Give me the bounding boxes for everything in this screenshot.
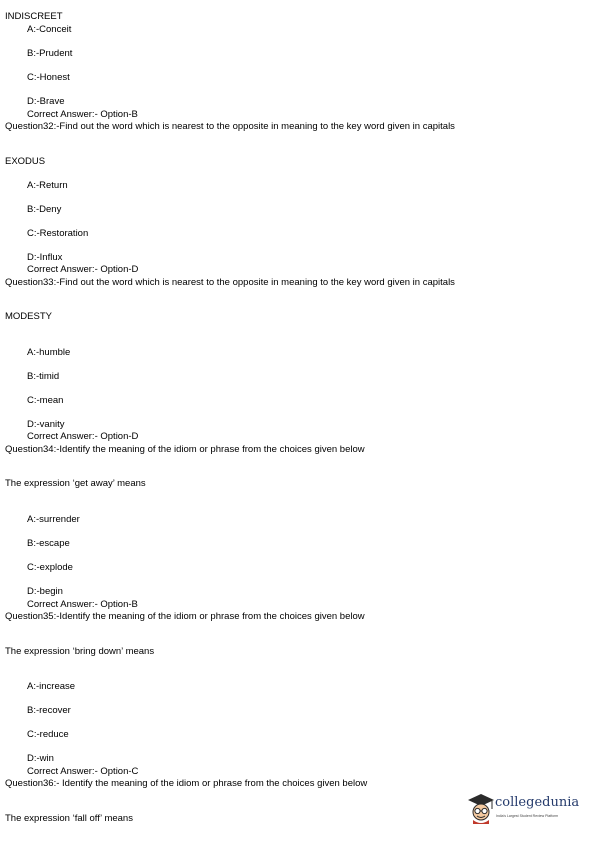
answer-q34: Correct Answer:- Option-B [27, 599, 138, 610]
keyword-q31: INDISCREET [5, 11, 63, 22]
option-b-q33: B:-timid [27, 371, 60, 382]
option-b-q32: B:-Deny [27, 204, 62, 215]
option-d-q32: D:-Influx [27, 252, 63, 263]
option-d-q35: D:-win [27, 753, 54, 764]
logo-wordmark: collegedunia [495, 795, 580, 810]
question-q32: Question32:-Find out the word which is nearest to the opposite in meaning to the key word given in capitals [5, 121, 455, 132]
graduate-mascot-icon [466, 792, 496, 824]
option-d-q31: D:-Brave [27, 96, 65, 107]
option-b-q31: B:-Prudent [27, 48, 73, 59]
expression-q35: The expression ‘bring down’ means [5, 646, 155, 657]
answer-q32: Correct Answer:- Option-D [27, 264, 139, 275]
question-q34: Question34:-Identify the meaning of the idiom or phrase from the choices given below [5, 444, 365, 455]
keyword-q33: MODESTY [5, 311, 52, 322]
question-q33: Question33:-Find out the word which is nearest to the opposite in meaning to the key word given in capitals [5, 277, 455, 288]
option-a-q35: A:-increase [27, 681, 76, 692]
option-c-q31: C:-Honest [27, 72, 70, 83]
option-a-q31: A:-Conceit [27, 24, 72, 35]
option-a-q34: A:-surrender [27, 514, 80, 525]
option-d-q34: D:-begin [27, 586, 63, 597]
option-a-q32: A:-Return [27, 180, 68, 191]
option-b-q35: B:-recover [27, 705, 71, 716]
option-a-q33: A:-humble [27, 347, 71, 358]
option-c-q33: C:-mean [27, 395, 64, 406]
answer-q31: Correct Answer:- Option-B [27, 109, 138, 120]
option-d-q33: D:-vanity [27, 419, 65, 430]
answer-q35: Correct Answer:- Option-C [27, 766, 139, 777]
option-b-q34: B:-escape [27, 538, 70, 549]
collegedunia-logo [466, 792, 590, 826]
keyword-q32: EXODUS [5, 156, 46, 167]
logo-tagline: India's Largest Student Review Platform [496, 814, 559, 818]
question-q35: Question35:-Identify the meaning of the idiom or phrase from the choices given below [5, 611, 365, 622]
expression-q34: The expression ‘get away’ means [5, 478, 146, 489]
option-c-q32: C:-Restoration [27, 228, 89, 239]
option-c-q34: C:-explode [27, 562, 73, 573]
option-c-q35: C:-reduce [27, 729, 69, 740]
question-q36: Question36:- Identify the meaning of the idiom or phrase from the choices given below [5, 778, 368, 789]
answer-q33: Correct Answer:- Option-D [27, 431, 139, 442]
expression-q36: The expression ‘fall off’ means [5, 813, 133, 824]
